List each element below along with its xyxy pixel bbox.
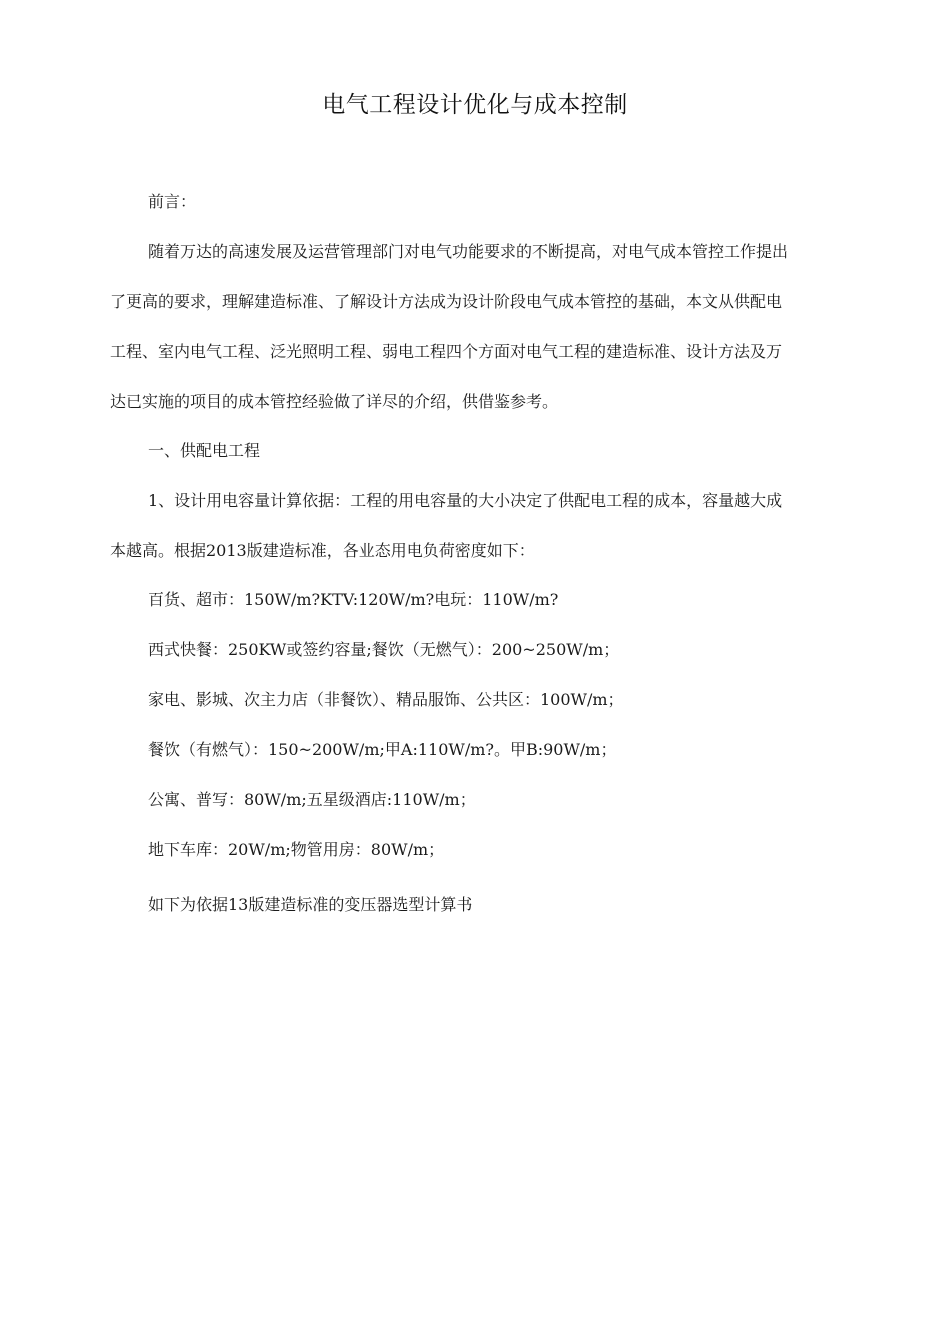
- load-density-line: 餐饮（有燃气）：150~200W/m;甲A:110W/m?。甲B:90W/m；: [148, 740, 617, 759]
- document-title: 电气工程设计优化与成本控制: [322, 92, 628, 118]
- closing-line: 如下为依据13版建造标准的变压器选型计算书: [148, 895, 473, 914]
- load-density-line: 地下车库：20W/m;物管用房：80W/m；: [148, 840, 445, 859]
- paragraph-line: 1、设计用电容量计算依据：工程的用电容量的大小决定了供配电工程的成本，容量越大成: [148, 491, 783, 510]
- paragraph-line: 达已实施的项目的成本管控经验做了详尽的介绍，供借鉴参考。: [110, 392, 559, 411]
- preface-heading: 前言：: [148, 192, 197, 211]
- section-heading: 一、供配电工程: [148, 441, 261, 460]
- paragraph-line: 随着万达的高速发展及运营管理部门对电气功能要求的不断提高，对电气成本管控工作提出: [148, 242, 789, 261]
- load-density-line: 家电、影城、次主力店（非餐饮）、精品服饰、公共区：100W/m；: [148, 690, 624, 709]
- paragraph-line: 了更高的要求，理解建造标准、了解设计方法成为设计阶段电气成本管控的基础，本文从供配电: [110, 292, 783, 311]
- load-density-line: 西式快餐：250KW或签约容量;餐饮（无燃气）：200~250W/m；: [148, 640, 620, 659]
- paragraph-line: 本越高。根据2013版建造标准，各业态用电负荷密度如下：: [110, 541, 535, 560]
- paragraph-line: 工程、室内电气工程、泛光照明工程、弱电工程四个方面对电气工程的建造标准、设计方法及万: [110, 342, 783, 361]
- load-density-line: 百货、超市：150W/m?KTV:120W/m?电玩：110W/m?: [148, 590, 559, 609]
- load-density-line: 公寓、普写：80W/m;五星级酒店:110W/m；: [148, 790, 476, 809]
